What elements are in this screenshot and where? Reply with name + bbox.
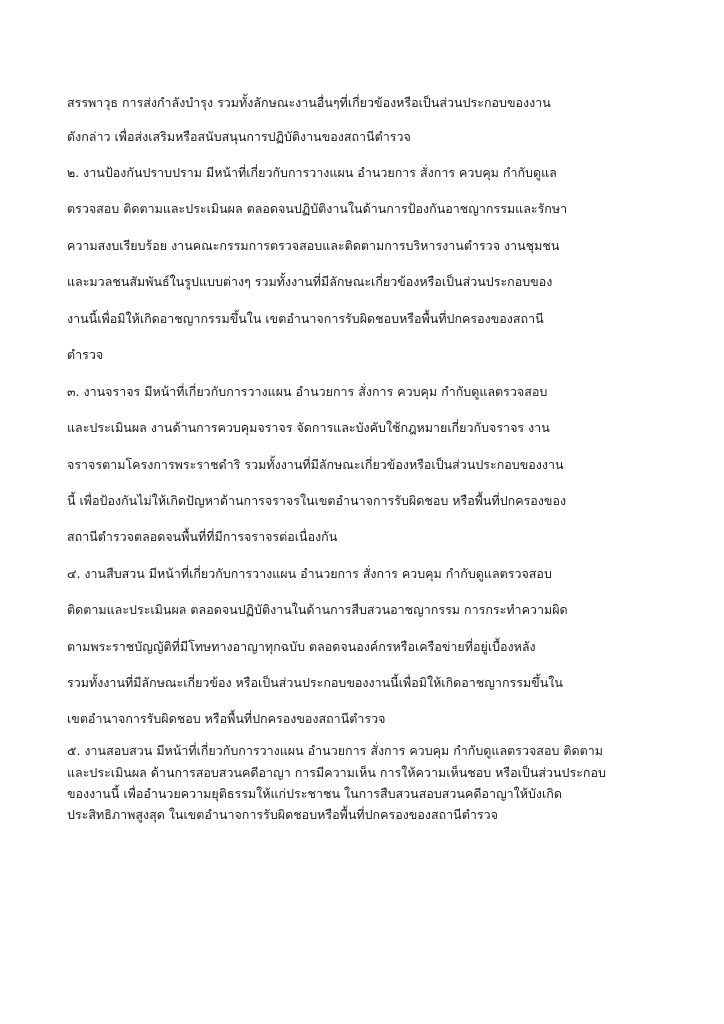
text-line: ๓. งานจราจร มีหน้าที่เกี่ยวกับการวางแผน อำนวยการ สั่งการ ควบคุม กำกับดูแลตรวจสอบ	[67, 384, 548, 399]
text-line: ของงานนี้ เพื่ออำนวยความยุติธรรมให้แก่ประชาชน ในการสืบสวนสอบสวนคดีอาญาให้บังเกิด	[67, 786, 562, 801]
text-line: และประเมินผล ด้านการสอบสวนคดีอาญา การมีความเห็น การให้ความเห็นชอบ หรือเป็นส่วนประกอบ	[67, 765, 606, 780]
text-line: และมวลชนสัมพันธ์ในรูปแบบต่างๆ รวมทั้งงานที่มีลักษณะเกี่ยวข้องหรือเป็นส่วนประกอบของ	[67, 274, 553, 289]
text-line: ความสงบเรียบร้อย งานคณะกรรมการตรวจสอบและติดตามการบริหารงานตำรวจ งานชุมชน	[67, 238, 560, 253]
text-line: สรรพาวุธ การส่งกำลังบำรุง รวมทั้งลักษณะงานอื่นๆที่เกี่ยวข้องหรือเป็นส่วนประกอบของงาน	[67, 95, 551, 110]
text-line: ตำรวจ	[67, 347, 104, 362]
text-line: จราจรตามโครงการพระราชดำริ รวมทั้งงานที่มีลักษณะเกี่ยวข้องหรือเป็นส่วนประกอบของงาน	[67, 457, 564, 472]
text-line: รวมทั้งงานที่มีลักษณะเกี่ยวข้อง หรือเป็นส่วนประกอบของงานนี้เพื่อมิให้เกิดอาชญากรรมขึ้นใน	[67, 675, 563, 690]
text-line: ๕. งานสอบสวน มีหน้าที่เกี่ยวกับการวางแผน อำนวยการ สั่งการ ควบคุม กำกับดูแลตรวจสอบ ติดตาม	[67, 743, 603, 758]
text-line: ติดตามและประเมินผล ตลอดจนปฏิบัติงานในด้านการสืบสวนอาชญากรรม การกระทำความผิด	[67, 602, 568, 617]
text-line: เขตอำนาจการรับผิดชอบ หรือพื้นที่ปกครองของสถานีตำรวจ	[67, 711, 386, 726]
text-line: ๒. งานป้องกันปราบปราม มีหน้าที่เกี่ยวกับการวางแผน อำนวยการ สั่งการ ควบคุม กำกับดูแล	[67, 165, 557, 180]
text-line: งานนี้เพื่อมิให้เกิดอาชญากรรมขึ้นใน เขตอำนาจการรับผิดชอบหรือพื้นที่ปกครองของสถานี	[67, 311, 544, 326]
text-line: ๔. งานสืบสวน มีหน้าที่เกี่ยวกับการวางแผน อำนวยการ สั่งการ ควบคุม กำกับดูแลตรวจสอบ	[67, 566, 552, 581]
text-line: ตรวจสอบ ติดตามและประเมินผล ตลอดจนปฏิบัติงานในด้านการป้องกันอาชญากรรมและรักษา	[67, 201, 568, 216]
text-line: ประสิทธิภาพสูงสุด ในเขตอำนาจการรับผิดชอบหรือพื้นที่ปกครองของสถานีตำรวจ	[67, 807, 498, 822]
text-line: และประเมินผล งานด้านการควบคุมจราจร จัดการและบังคับใช้กฎหมายเกี่ยวกับจราจร งาน	[67, 420, 550, 435]
text-line: สถานีตำรวจตลอดจนพื้นที่ที่มีการจราจรต่อเนื่องกัน	[67, 529, 338, 544]
text-line: ดังกล่าว เพื่อส่งเสริมหรือสนับสนุนการปฏิบัติงานของสถานีตำรวจ	[67, 129, 411, 144]
text-line: นี้ เพื่อป้องกันไม่ให้เกิดปัญหาด้านการจราจรในเขตอำนาจการรับผิดชอบ หรือพื้นที่ปกครองของ	[67, 493, 567, 508]
text-line: ตามพระราชบัญญัติที่มีโทษทางอาญาทุกฉบับ ตลอดจนองค์กรหรือเครือข่ายที่อยู่เบื้องหลัง	[67, 639, 536, 654]
